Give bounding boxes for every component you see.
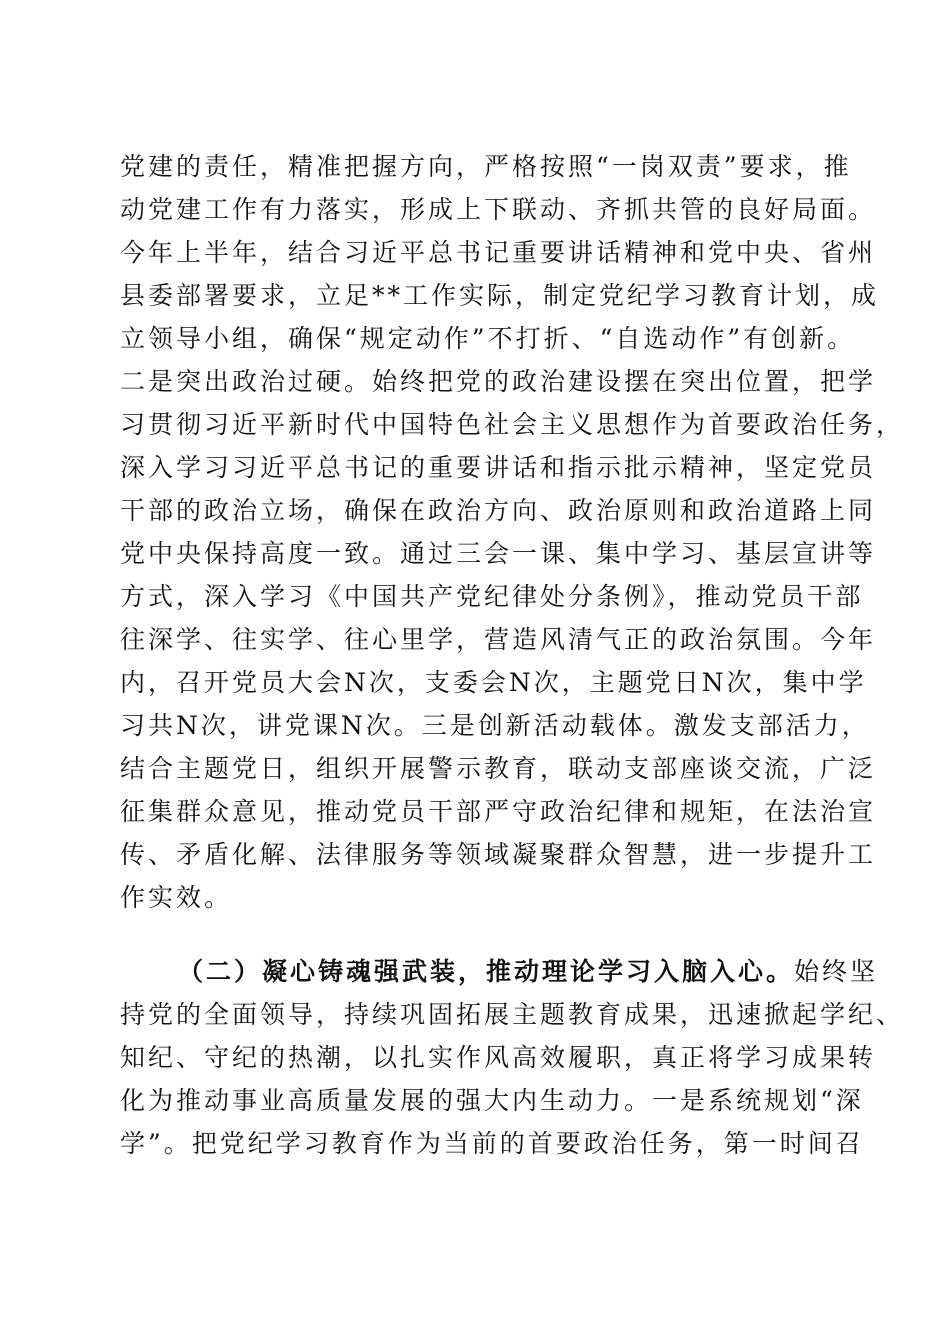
section-heading: （二）凝心铸魂强武装，推动理论学习入脑入心。 <box>178 957 795 986</box>
text-line: 征集群众意见，推动党员干部严守政治纪律和规矩，在法治宣 <box>120 797 877 826</box>
text-line: 持党的全面领导，持续巩固拓展主题教育成果，迅速掀起学纪、 <box>120 1000 905 1029</box>
text-line: 往深学、往实学、往心里学，营造风清气正的政治氛围。今年 <box>120 625 877 654</box>
text-line: 结合主题党日，组织开展警示教育，联动支部座谈交流，广泛 <box>120 754 877 783</box>
text-line: 立领导小组，确保“规定动作”不打折、“自选动作”有创新。 <box>120 324 856 353</box>
text-line: 干部的政治立场，确保在政治方向、政治原则和政治道路上同 <box>120 496 877 525</box>
text-line: 内，召开党员大会N次，支委会N次，主题党日N次，集中学 <box>120 668 867 697</box>
paragraph-1 <box>120 145 905 919</box>
text-line: 深入学习习近平总书记的重要讲话和指示批示精神，坚定党员 <box>120 453 877 482</box>
text-line: 作实效。 <box>120 883 233 912</box>
text-line: 动党建工作有力落实，形成上下联动、齐抓共管的良好局面。 <box>120 195 877 224</box>
text-line: 习贯彻习近平新时代中国特色社会主义思想作为首要政治任务， <box>120 410 905 439</box>
text-line: 方式，深入学习《中国共产党纪律处分条例》，推动党员干部 <box>120 582 864 611</box>
text-line: 二是突出政治过硬。始终把党的政治建设摆在突出位置，把学 <box>120 367 877 396</box>
text-line: 传、矛盾化解、法律服务等领域凝聚群众智慧，进一步提升工 <box>120 840 877 869</box>
text-line: 学”。把党纪学习教育作为当前的首要政治任务，第一时间召 <box>120 1129 864 1158</box>
text-line-rest: 始终坚 <box>794 957 879 986</box>
text-line: 习共N次，讲党课N次。三是创新活动载体。激发支部活力， <box>120 711 870 740</box>
text-line: 党建的责任，精准把握方向，严格按照“一岗双责”要求，推 <box>120 152 852 181</box>
text-line: 今年上半年，结合习近平总书记重要讲话精神和党中央、省州 <box>120 238 877 267</box>
text-line: 知纪、守纪的热潮，以扎实作风高效履职，真正将学习成果转 <box>120 1043 877 1072</box>
text-line: 党中央保持高度一致。通过三会一课、集中学习、基层宣讲等 <box>120 539 877 568</box>
text-line: 化为推动事业高质量发展的强大内生动力。一是系统规划“深 <box>120 1086 864 1115</box>
paragraph-2 <box>120 950 905 1165</box>
text-line: 县委部署要求，立足**工作实际，制定党纪学习教育计划，成 <box>120 281 880 310</box>
section-heading-line <box>120 950 879 993</box>
